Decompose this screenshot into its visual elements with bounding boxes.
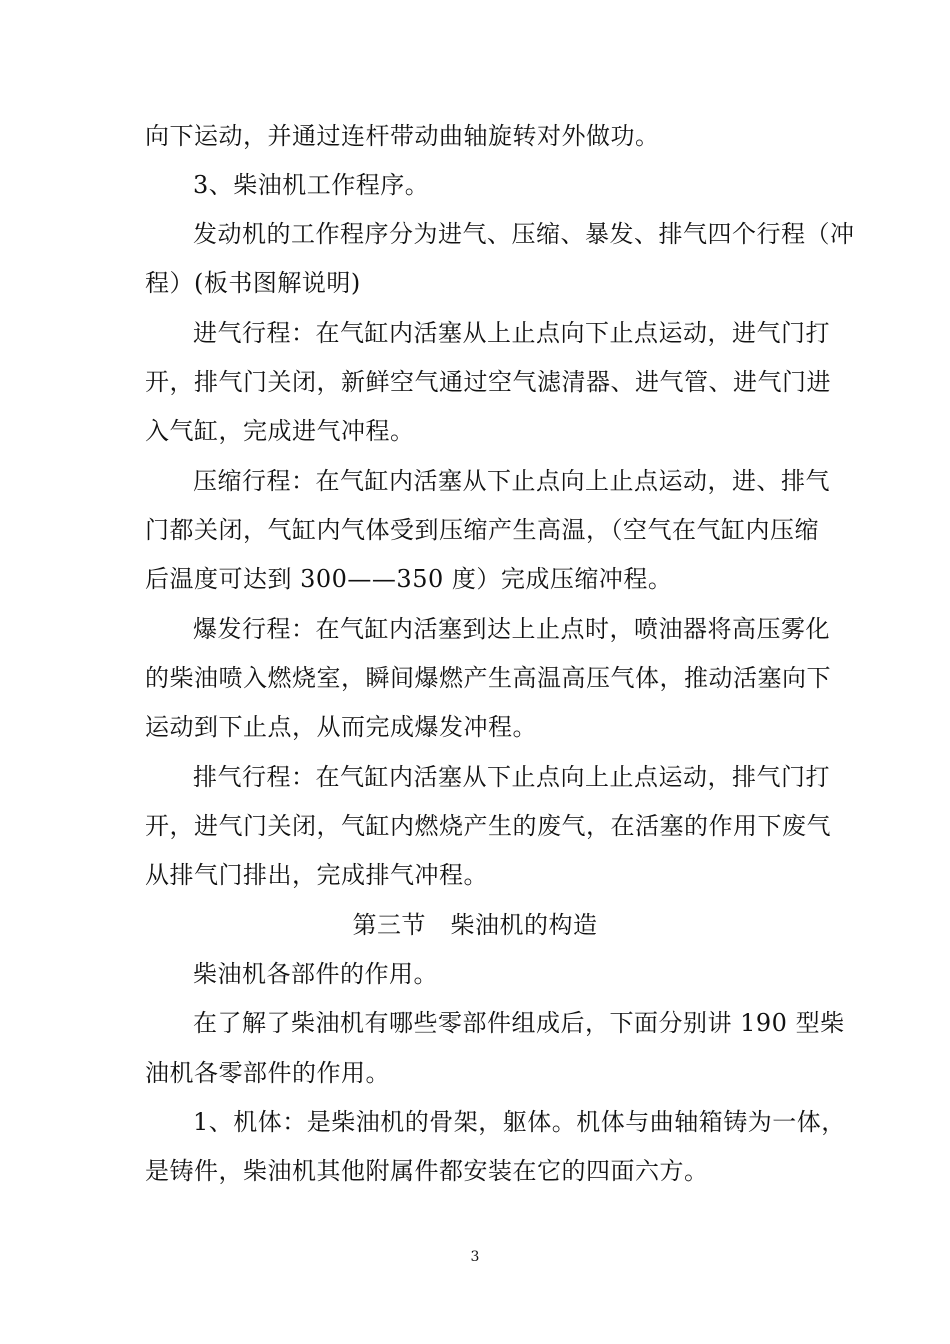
text-line: 开，进气门关闭，气缸内燃烧产生的废气，在活塞的作用下废气 <box>145 812 831 840</box>
text-line: 发动机的工作程序分为进气、压缩、暴发、排气四个行程（冲 <box>193 220 855 248</box>
text-line: 进气行程：在气缸内活塞从上止点向下止点运动，进气门打 <box>193 319 830 347</box>
text-line: 3、柴油机工作程序。 <box>193 171 430 199</box>
text-line: 向下运动，并通过连杆带动曲轴旋转对外做功。 <box>145 122 660 150</box>
text-line: 柴油机各部件的作用。 <box>193 960 438 988</box>
text-line: 压缩行程：在气缸内活塞从下止点向上止点运动，进、排气 <box>193 467 830 495</box>
text-line: 排气行程：在气缸内活塞从下止点向上止点运动，排气门打 <box>193 763 830 791</box>
text-line: 1、机体：是柴油机的骨架，躯体。机体与曲轴箱铸为一体， <box>193 1108 846 1136</box>
text-line: 门都关闭，气缸内气体受到压缩产生高温，（空气在气缸内压缩 <box>145 516 819 544</box>
section-heading: 第三节 柴油机的构造 <box>352 911 598 939</box>
text-line: 是铸件，柴油机其他附属件都安装在它的四面六方。 <box>145 1157 709 1185</box>
text-line: 运动到下止点，从而完成爆发冲程。 <box>145 713 537 741</box>
text-line: 程）(板书图解说明) <box>145 269 361 297</box>
text-line: 从排气门排出，完成排气冲程。 <box>145 861 488 889</box>
text-line: 在了解了柴油机有哪些零部件组成后，下面分别讲 190 型柴 <box>193 1009 845 1037</box>
text-line: 油机各零部件的作用。 <box>145 1059 390 1087</box>
page-number: 3 <box>470 1249 480 1265</box>
text-line: 后温度可达到 300——350 度）完成压缩冲程。 <box>145 565 673 593</box>
text-line: 开，排气门关闭，新鲜空气通过空气滤清器、进气管、进气门进 <box>145 368 831 396</box>
text-line: 爆发行程：在气缸内活塞到达上止点时，喷油器将高压雾化 <box>193 615 830 643</box>
text-line: 的柴油喷入燃烧室，瞬间爆燃产生高温高压气体，推动活塞向下 <box>145 664 831 692</box>
text-line: 入气缸，完成进气冲程。 <box>145 417 415 445</box>
